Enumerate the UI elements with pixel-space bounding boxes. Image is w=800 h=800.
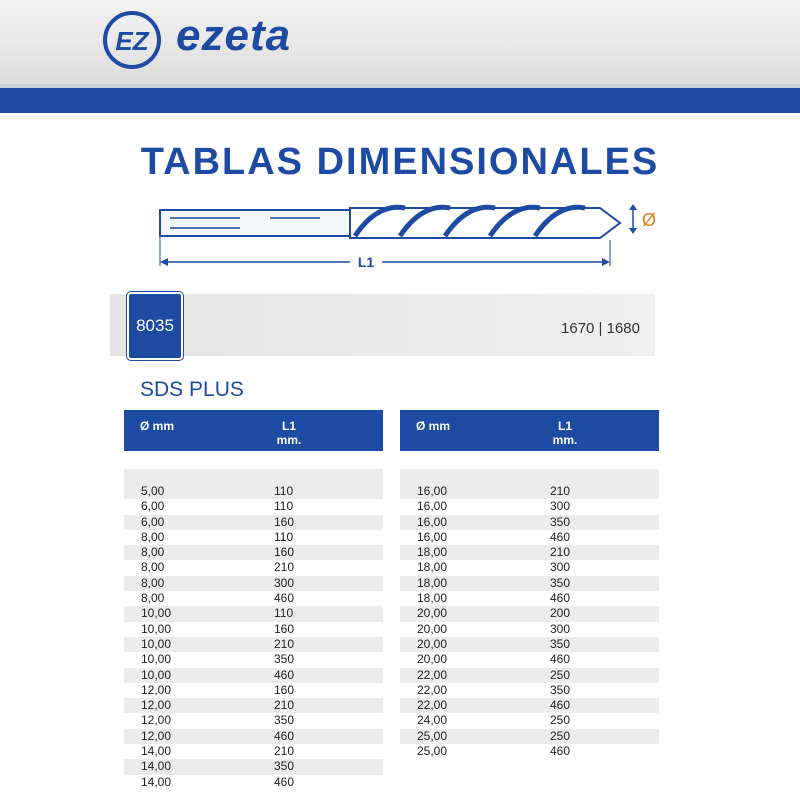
table-row xyxy=(124,499,383,514)
cell-length: 460 xyxy=(274,591,295,606)
cell-length: 350 xyxy=(550,514,571,529)
dimension-table-right xyxy=(400,410,659,759)
cell-length: 210 xyxy=(274,636,295,651)
table-row xyxy=(124,775,383,790)
drill-flute xyxy=(350,208,620,238)
page-title: TABLAS DIMENSIONALES xyxy=(140,141,660,183)
cell-diameter: 22,00 xyxy=(417,667,448,682)
cell-diameter: 22,00 xyxy=(417,698,448,713)
cell-length: 350 xyxy=(274,652,295,667)
cell-diameter: 24,00 xyxy=(417,713,448,728)
table-row xyxy=(124,698,383,713)
table-row xyxy=(124,713,383,728)
cell-diameter: 8,00 xyxy=(141,591,165,606)
brand-logo-icon xyxy=(102,10,162,70)
drill-bit-diagram xyxy=(150,196,670,276)
cell-diameter: 25,00 xyxy=(417,728,448,743)
header-length-line2: mm. xyxy=(276,433,302,447)
table-row xyxy=(124,530,383,545)
table-row xyxy=(400,713,659,728)
table-row xyxy=(124,591,383,606)
dimension-table-left xyxy=(124,410,383,790)
cell-length: 160 xyxy=(274,682,295,697)
cell-length: 250 xyxy=(550,713,571,728)
table-row xyxy=(400,560,659,575)
cell-diameter: 20,00 xyxy=(417,636,448,651)
cell-length: 250 xyxy=(550,667,571,682)
table-row xyxy=(400,576,659,591)
cell-diameter: 20,00 xyxy=(417,606,448,621)
table-row xyxy=(400,545,659,560)
cell-diameter: 12,00 xyxy=(141,682,172,697)
table-row xyxy=(124,729,383,744)
header-stripe xyxy=(0,88,800,113)
cell-diameter: 8,00 xyxy=(141,575,165,590)
table-row xyxy=(124,759,383,774)
table-row xyxy=(124,744,383,759)
diameter-symbol: Ø xyxy=(642,210,657,230)
table-row xyxy=(400,744,659,759)
cell-length: 350 xyxy=(274,759,295,774)
table-spacer-row xyxy=(400,469,659,484)
cell-diameter: 10,00 xyxy=(141,652,172,667)
cell-diameter: 14,00 xyxy=(141,744,172,759)
cell-length: 350 xyxy=(550,636,571,651)
cell-diameter: 16,00 xyxy=(417,529,448,544)
header-length-line1: L1 xyxy=(557,419,572,433)
cell-length: 300 xyxy=(550,560,571,575)
cell-diameter: 10,00 xyxy=(141,667,172,682)
cell-length: 460 xyxy=(274,667,295,682)
table-row xyxy=(124,637,383,652)
cell-length: 250 xyxy=(550,728,571,743)
cell-diameter: 16,00 xyxy=(417,514,448,529)
table-row xyxy=(400,606,659,621)
table-row xyxy=(400,652,659,667)
header-length-line2: mm. xyxy=(552,433,578,447)
table-row xyxy=(124,668,383,683)
table-row xyxy=(400,591,659,606)
cell-diameter: 14,00 xyxy=(141,774,172,789)
cell-length: 460 xyxy=(550,698,571,713)
table-row xyxy=(400,499,659,514)
length-label: L1 xyxy=(357,254,375,270)
cell-diameter: 12,00 xyxy=(141,698,172,713)
table-header xyxy=(400,410,659,451)
cell-length: 210 xyxy=(550,484,571,498)
cell-length: 460 xyxy=(550,652,571,667)
cell-diameter: 18,00 xyxy=(417,560,448,575)
table-row xyxy=(400,729,659,744)
cell-diameter: 10,00 xyxy=(141,636,172,651)
table-header xyxy=(124,410,383,451)
header-length-line1: L1 xyxy=(281,419,296,433)
cell-length: 210 xyxy=(550,545,571,560)
table-row xyxy=(124,545,383,560)
cell-length: 200 xyxy=(550,606,571,621)
table-row xyxy=(400,683,659,698)
cell-length: 160 xyxy=(274,621,295,636)
cell-diameter: 10,00 xyxy=(141,606,172,621)
header-diameter: Ø mm xyxy=(416,419,451,433)
cell-length: 210 xyxy=(274,698,295,713)
table-row xyxy=(400,668,659,683)
cell-length: 110 xyxy=(274,484,294,498)
cell-length: 350 xyxy=(550,575,571,590)
header-diameter: Ø mm xyxy=(140,419,175,433)
cell-length: 460 xyxy=(274,774,295,789)
cell-length: 300 xyxy=(550,621,571,636)
table-row xyxy=(400,622,659,637)
cell-diameter: 18,00 xyxy=(417,575,448,590)
cell-diameter: 20,00 xyxy=(417,621,448,636)
brand-logo-text: EZ xyxy=(115,26,149,56)
cell-length: 350 xyxy=(550,682,571,697)
cell-length: 460 xyxy=(550,529,571,544)
table-row xyxy=(400,637,659,652)
cell-length: 300 xyxy=(274,575,295,590)
table-row xyxy=(124,683,383,698)
cell-diameter: 20,00 xyxy=(417,652,448,667)
cell-length: 210 xyxy=(274,560,295,575)
table-spacer-row xyxy=(124,469,383,484)
cell-length: 160 xyxy=(274,545,295,560)
cell-length: 460 xyxy=(550,591,571,606)
cell-diameter: 12,00 xyxy=(141,713,172,728)
cell-diameter: 22,00 xyxy=(417,682,448,697)
cell-length: 160 xyxy=(274,514,295,529)
drill-shank xyxy=(160,210,350,236)
cell-length: 300 xyxy=(550,499,571,514)
cell-diameter: 18,00 xyxy=(417,545,448,560)
header-length xyxy=(274,419,304,447)
cell-length: 460 xyxy=(274,728,295,743)
table-body xyxy=(400,484,659,759)
cell-diameter: 6,00 xyxy=(141,514,165,529)
table-row xyxy=(400,484,659,499)
table-row xyxy=(400,530,659,545)
table-row xyxy=(400,698,659,713)
table-row xyxy=(124,576,383,591)
cell-length: 110 xyxy=(274,499,294,514)
cell-length: 110 xyxy=(274,606,294,621)
table-row xyxy=(124,652,383,667)
cell-diameter: 10,00 xyxy=(141,621,172,636)
table-row xyxy=(124,606,383,621)
table-row xyxy=(124,515,383,530)
section-title: SDS PLUS xyxy=(140,378,244,401)
cell-length: 460 xyxy=(550,744,571,759)
cell-diameter: 8,00 xyxy=(141,529,165,544)
cell-diameter: 18,00 xyxy=(417,591,448,606)
product-code-badge: 8035 xyxy=(127,292,183,360)
table-row xyxy=(124,560,383,575)
cell-diameter: 25,00 xyxy=(417,744,448,759)
cell-diameter: 12,00 xyxy=(141,728,172,743)
cell-length: 210 xyxy=(274,744,295,759)
header-length xyxy=(550,419,580,447)
table-row xyxy=(124,484,383,499)
reference-codes: 1670 | 1680 xyxy=(561,320,640,337)
cell-diameter: 5,00 xyxy=(141,484,165,498)
table-body xyxy=(124,484,383,790)
cell-length: 350 xyxy=(274,713,295,728)
cell-diameter: 6,00 xyxy=(141,499,165,514)
cell-diameter: 8,00 xyxy=(141,560,165,575)
cell-diameter: 14,00 xyxy=(141,759,172,774)
cell-length: 110 xyxy=(274,529,294,544)
cell-diameter: 16,00 xyxy=(417,484,448,498)
table-row xyxy=(124,622,383,637)
table-row xyxy=(400,515,659,530)
brand-name: ezeta xyxy=(176,11,292,60)
cell-diameter: 16,00 xyxy=(417,499,448,514)
cell-diameter: 8,00 xyxy=(141,545,165,560)
